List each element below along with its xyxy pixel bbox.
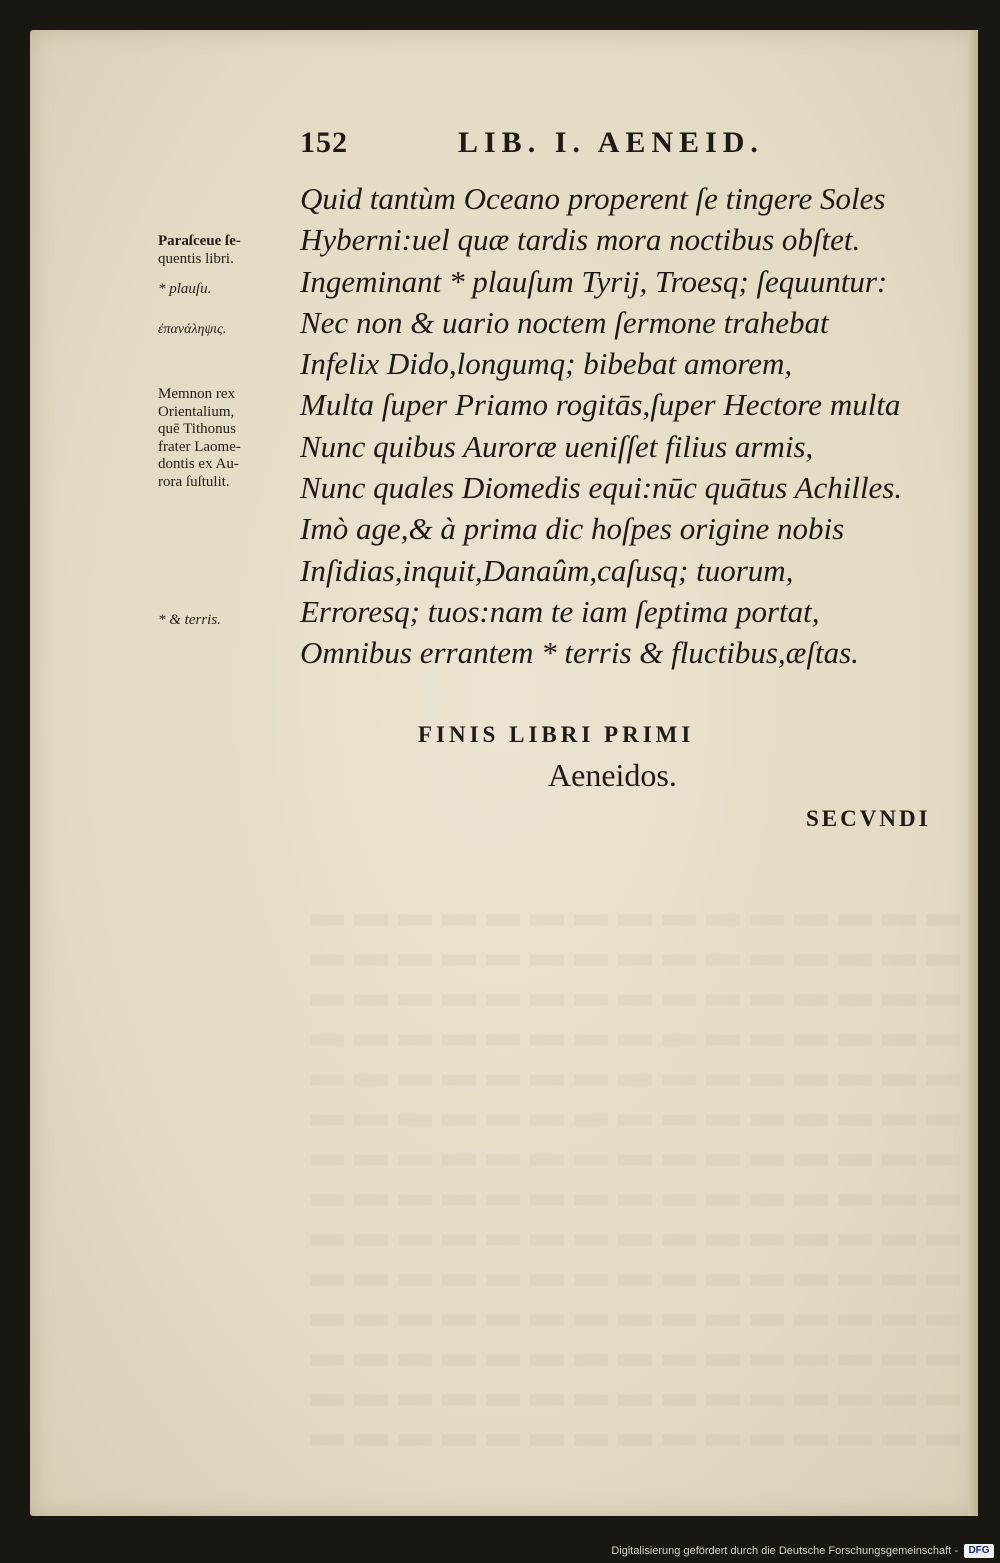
margin-note-line: quentis libri.	[158, 250, 234, 267]
margin-note-line: dontis ex Au-	[158, 456, 239, 472]
margin-note-line: Memnon rex	[158, 386, 236, 402]
verse-line: Ingeminant * plauſum Tyrij, Troesq; ſequuntur:	[300, 263, 888, 299]
verse-line: Nunc quales Diomedis equi:nūc quātus Achilles.	[300, 470, 903, 506]
margin-note-line: Orientalium,	[158, 403, 235, 420]
verse-block	[300, 178, 990, 674]
margin-note-line: frater Laome-	[158, 438, 241, 455]
page-number: 152	[300, 126, 348, 159]
verse-line: Inſidias,inquit,Danaûm,caſusq; tuorum,	[300, 552, 794, 588]
verse-line: Imò age,& à prima dic hoſpes origine nobis	[300, 511, 845, 547]
margin-note-memnon	[158, 386, 241, 491]
margin-note-terris: * & terris.	[158, 612, 221, 628]
aeneidos-heading: Aeneidos.	[548, 757, 677, 793]
page-header	[300, 126, 830, 166]
digitization-credit: Digitalisierung gefördert durch die Deutsche Forschungsgemeinschaft -	[611, 1545, 958, 1557]
margin-note-epanalepsis: ἐπανάληψις.	[158, 322, 227, 337]
dfg-logo: DFG	[964, 1544, 994, 1558]
catchword: SECVNDI	[806, 806, 931, 831]
margin-note-plausu: * plauſu.	[158, 281, 212, 297]
verse-line: Nec non & uario noctem ſermone trahebat	[300, 304, 829, 340]
verse-line: Infelix Dido,longumq; bibebat amorem,	[300, 346, 793, 382]
book-page	[30, 30, 978, 1516]
margin-note-line: rora ſuſtulit.	[158, 473, 230, 490]
margin-note-line: quē Tithonus	[158, 421, 236, 437]
verse-line: Hyberni:uel quæ tardis mora noctibus obſtet.	[300, 222, 861, 258]
margin-note-parasceue	[158, 233, 241, 268]
verse-line: Multa ſuper Priamo rogitās,ſuper Hectore multa	[300, 387, 901, 423]
bleed-through-text	[310, 900, 960, 1460]
verse-line: Omnibus errantem * terris & fluctibus,æſtas.	[300, 635, 859, 671]
margin-note-line: Paraſceue ſe-	[158, 233, 241, 249]
verse-line: Nunc quibus Auroræ ueniſſet filius armis,	[300, 428, 814, 464]
verse-line: Erroresq; tuos:nam te iam ſeptima portat,	[300, 593, 820, 629]
finis-heading: FINIS LIBRI PRIMI	[418, 722, 695, 747]
running-head: LIB. I. AENEID.	[458, 126, 764, 159]
verse-line: Quid tantùm Oceano properent ſe tingere Soles	[300, 181, 886, 216]
